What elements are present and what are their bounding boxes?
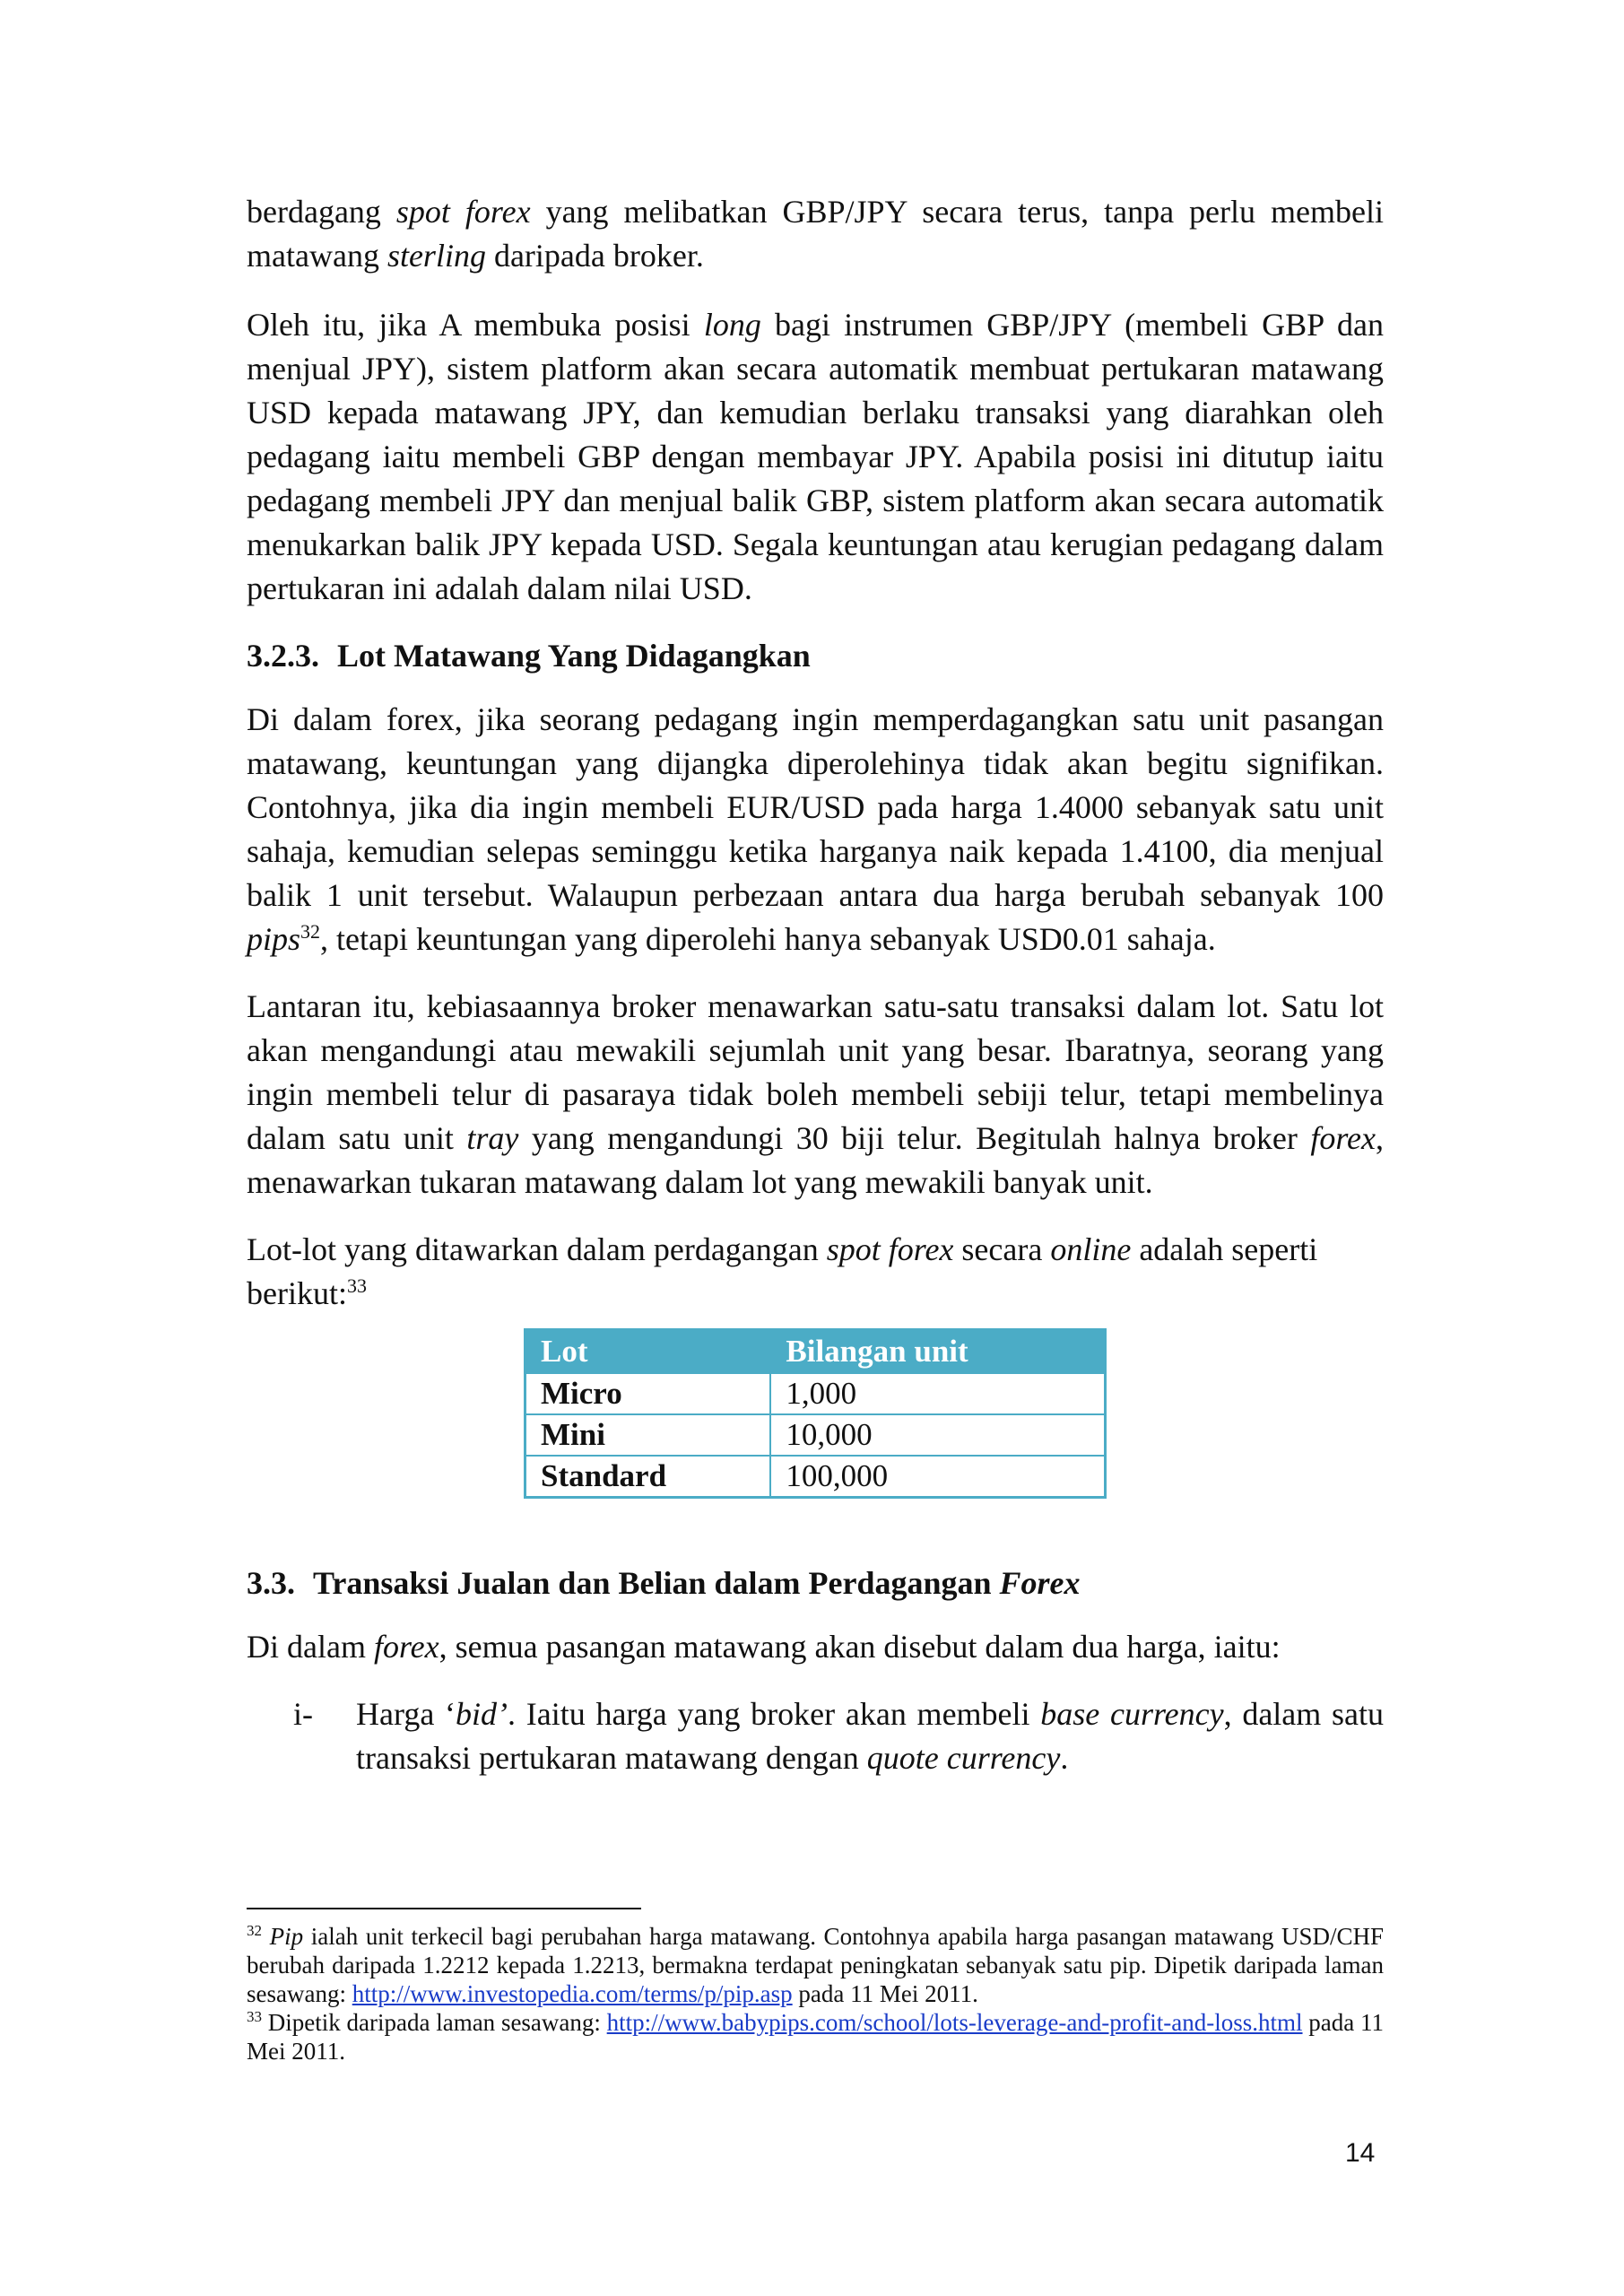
footnote-33: [247, 2008, 1384, 2066]
italic-text: sterling: [386, 238, 486, 274]
text: . Iaitu harga yang broker akan membeli: [508, 1696, 1041, 1732]
text: , tetapi keuntungan yang diperolehi hanya sebanyak USD0.01 sahaja.: [320, 921, 1216, 957]
text: daripada broker.: [485, 238, 704, 274]
italic-text: tray: [466, 1120, 519, 1156]
lot-name: Mini: [525, 1414, 771, 1456]
section-number: 3.2.3.: [247, 638, 319, 674]
text: secara: [953, 1231, 1051, 1267]
paragraph-4: [247, 985, 1384, 1205]
table-row: [525, 1414, 1106, 1456]
babypips-link[interactable]: http://www.babypips.com/school/lots-leverage-and-profit-and-loss.html: [606, 2009, 1303, 2036]
page-number: 14: [1345, 2138, 1376, 2168]
lot-name: Micro: [525, 1373, 771, 1414]
lot-units: 100,000: [770, 1456, 1105, 1498]
table-row: [525, 1373, 1106, 1414]
italic-text: pips: [247, 921, 301, 957]
lot-name: Standard: [525, 1456, 771, 1498]
section-heading-3-2-3: [247, 634, 1384, 678]
section-title: Transaksi Jualan dan Belian dalam Perdagangan: [313, 1565, 1000, 1601]
paragraph-2: [247, 303, 1384, 611]
text: Harga ‘: [356, 1696, 456, 1732]
text: Lantaran itu, kebiasaannya broker menawarkan satu-satu transaksi dalam lot. Satu lot akan mengandungi atau mewakili sejumlah unit yang besar. Ibaratnya, seorang yang ingin membeli telur di pasaraya tidak boleh membeli sebiji telur, tetapi membelinya dalam satu unit: [247, 988, 1384, 1156]
text: Lot-lot yang ditawarkan dalam perdagangan: [247, 1231, 827, 1267]
paragraph-3: [247, 698, 1384, 961]
list-item-text: [356, 1692, 1384, 1780]
text: pada 11 Mei 2011.: [247, 2009, 1384, 2065]
italic-text: quote currency: [866, 1740, 1061, 1776]
investopedia-link[interactable]: http://www.investopedia.com/terms/p/pip.asp: [352, 1980, 793, 2007]
body-text: [247, 190, 1384, 1798]
footnote-ref-33[interactable]: 33: [346, 1274, 367, 1297]
footnote-number: 32: [247, 1922, 262, 1939]
italic-text: Pip: [269, 1923, 304, 1950]
text: Di dalam: [247, 1629, 374, 1665]
italic-text: base currency: [1040, 1696, 1224, 1732]
italic-text: bid’: [456, 1696, 508, 1732]
list-marker: i-: [293, 1696, 313, 1732]
paragraph-5: [247, 1228, 1384, 1316]
footnote-number: 33: [247, 2008, 262, 2025]
lot-table: [524, 1328, 1107, 1499]
section-heading-3-3: [247, 1561, 1384, 1605]
header-units: Bilangan unit: [770, 1330, 1105, 1374]
table-header-row: [525, 1330, 1106, 1374]
footnote-32: [247, 1922, 1384, 2008]
text: bagi instrumen GBP/JPY (membeli GBP dan menjual JPY), sistem platform akan secara automatik membuat pertukaran matawang USD kepada matawang JPY, dan kemudian berlaku transaksi yang diarahkan oleh pedagang iaitu membeli GBP dengan membayar JPY. Apabila posisi ini ditutup iaitu pedagang membeli JPY dan menjual balik GBP, sistem platform akan secara automatik menukarkan balik JPY kepada USD. Segala keuntungan atau kerugian pedagang dalam pertukaran ini adalah dalam nilai USD.: [247, 307, 1384, 606]
text: .: [1060, 1740, 1069, 1776]
list-item: [247, 1692, 1384, 1780]
text: Oleh itu, jika A membuka posisi: [247, 307, 704, 343]
table-row: [525, 1456, 1106, 1498]
lot-units: 10,000: [770, 1414, 1105, 1456]
text: adalah seperti berikut:: [247, 1231, 1318, 1311]
italic-text: forex: [1310, 1120, 1376, 1156]
italic-text: Forex: [999, 1565, 1081, 1601]
italic-text: forex: [373, 1629, 439, 1665]
text: , dalam satu transaksi pertukaran matawang dengan: [356, 1696, 1385, 1776]
text: yang melibatkan GBP/JPY secara terus, tanpa perlu membeli matawang: [247, 194, 1384, 274]
section-number: 3.3.: [247, 1565, 295, 1601]
italic-text: long: [703, 307, 761, 343]
text: yang mengandungi 30 biji telur. Begitulah halnya broker: [518, 1120, 1311, 1156]
text: ialah unit terkecil bagi perubahan harga matawang. Contohnya apabila harga pasangan matawang USD/CHF berubah daripada 1.2212 kepada 1.2213, bermakna terdapat peningkatan sebanyak satu pip. Dipetik daripada laman sesawang:: [247, 1923, 1384, 2007]
section-title: Lot Matawang Yang Didagangkan: [337, 638, 811, 674]
lot-table-container: [247, 1328, 1384, 1499]
footnotes: [247, 1908, 1384, 2066]
italic-text: spot forex: [826, 1231, 954, 1267]
header-lot: Lot: [525, 1330, 771, 1374]
italic-text: online: [1050, 1231, 1132, 1267]
footnote-ref-32[interactable]: 32: [300, 920, 321, 943]
text: pada 11 Mei 2011.: [792, 1980, 978, 2007]
text: , menawarkan tukaran matawang dalam lot yang mewakili banyak unit.: [247, 1120, 1384, 1200]
text: Dipetik daripada laman sesawang:: [262, 2009, 607, 2036]
text: berdagang: [247, 194, 396, 230]
paragraph-1: [247, 190, 1384, 278]
lot-units: 1,000: [770, 1373, 1105, 1414]
text: Di dalam forex, jika seorang pedagang ingin memperdagangkan satu unit pasangan matawang, keuntungan yang dijangka diperolehinya tidak akan begitu signifikan. Contohnya, jika dia ingin membeli EUR/USD pada harga 1.4000 sebanyak satu unit sahaja, kemudian selepas seminggu ketika harganya naik kepada 1.4100, dia menjual balik 1 unit tersebut. Walaupun perbezaan antara dua harga berubah sebanyak 100: [247, 701, 1384, 913]
text: , semua pasangan matawang akan disebut dalam dua harga, iaitu:: [439, 1629, 1281, 1665]
paragraph-6: [247, 1625, 1384, 1669]
footnote-divider: [247, 1908, 641, 1909]
italic-text: spot forex: [395, 194, 531, 230]
